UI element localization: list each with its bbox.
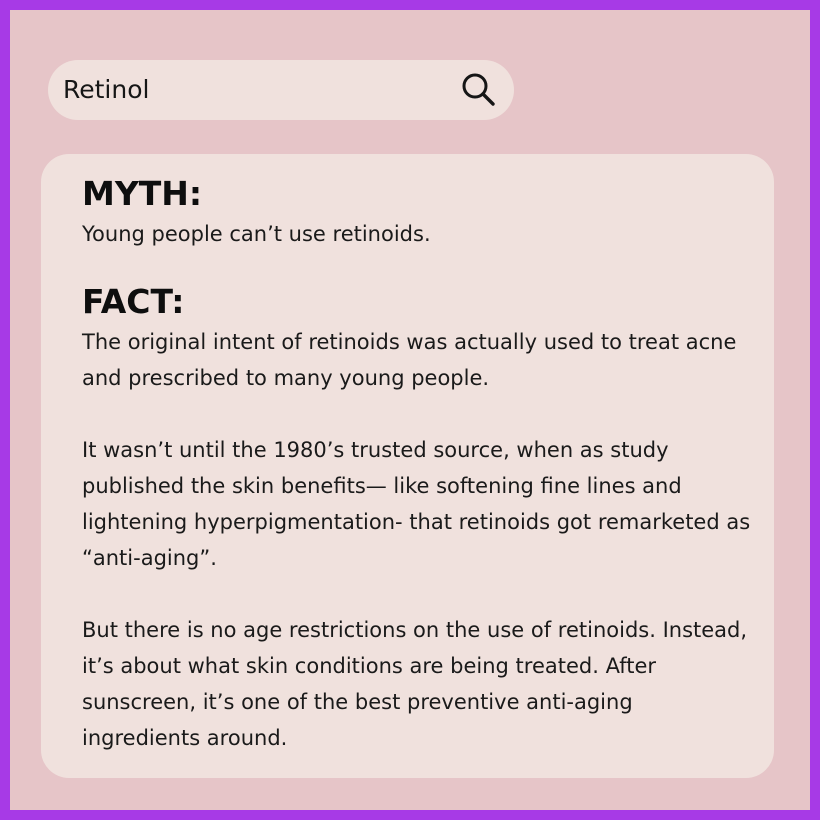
fact-paragraph: The original intent of retinoids was actually used to treat acne and prescribed to many young people. (82, 330, 737, 390)
fact-heading: FACT: (82, 282, 185, 321)
search-bar[interactable] (48, 60, 514, 120)
fact-paragraph: But there is no age restrictions on the use of retinoids. Instead, it’s about what skin conditions are being treated. After sunscreen, it’s one of the best preventive anti-aging ingredients around. (82, 618, 748, 750)
search-icon[interactable] (458, 69, 500, 111)
fact-paragraph: It wasn’t until the 1980’s trusted source, when as study published the skin benefits— like softening fine lines and lightening hyperpigmentation- that retinoids got remarketed as “anti-aging”. (82, 438, 751, 570)
search-query-text[interactable]: Retinol (63, 75, 150, 104)
myth-fact-card (41, 154, 774, 778)
pink-background (10, 10, 810, 810)
myth-heading: MYTH: (82, 174, 203, 213)
myth-statement: Young people can’t use retinoids. (82, 222, 431, 246)
